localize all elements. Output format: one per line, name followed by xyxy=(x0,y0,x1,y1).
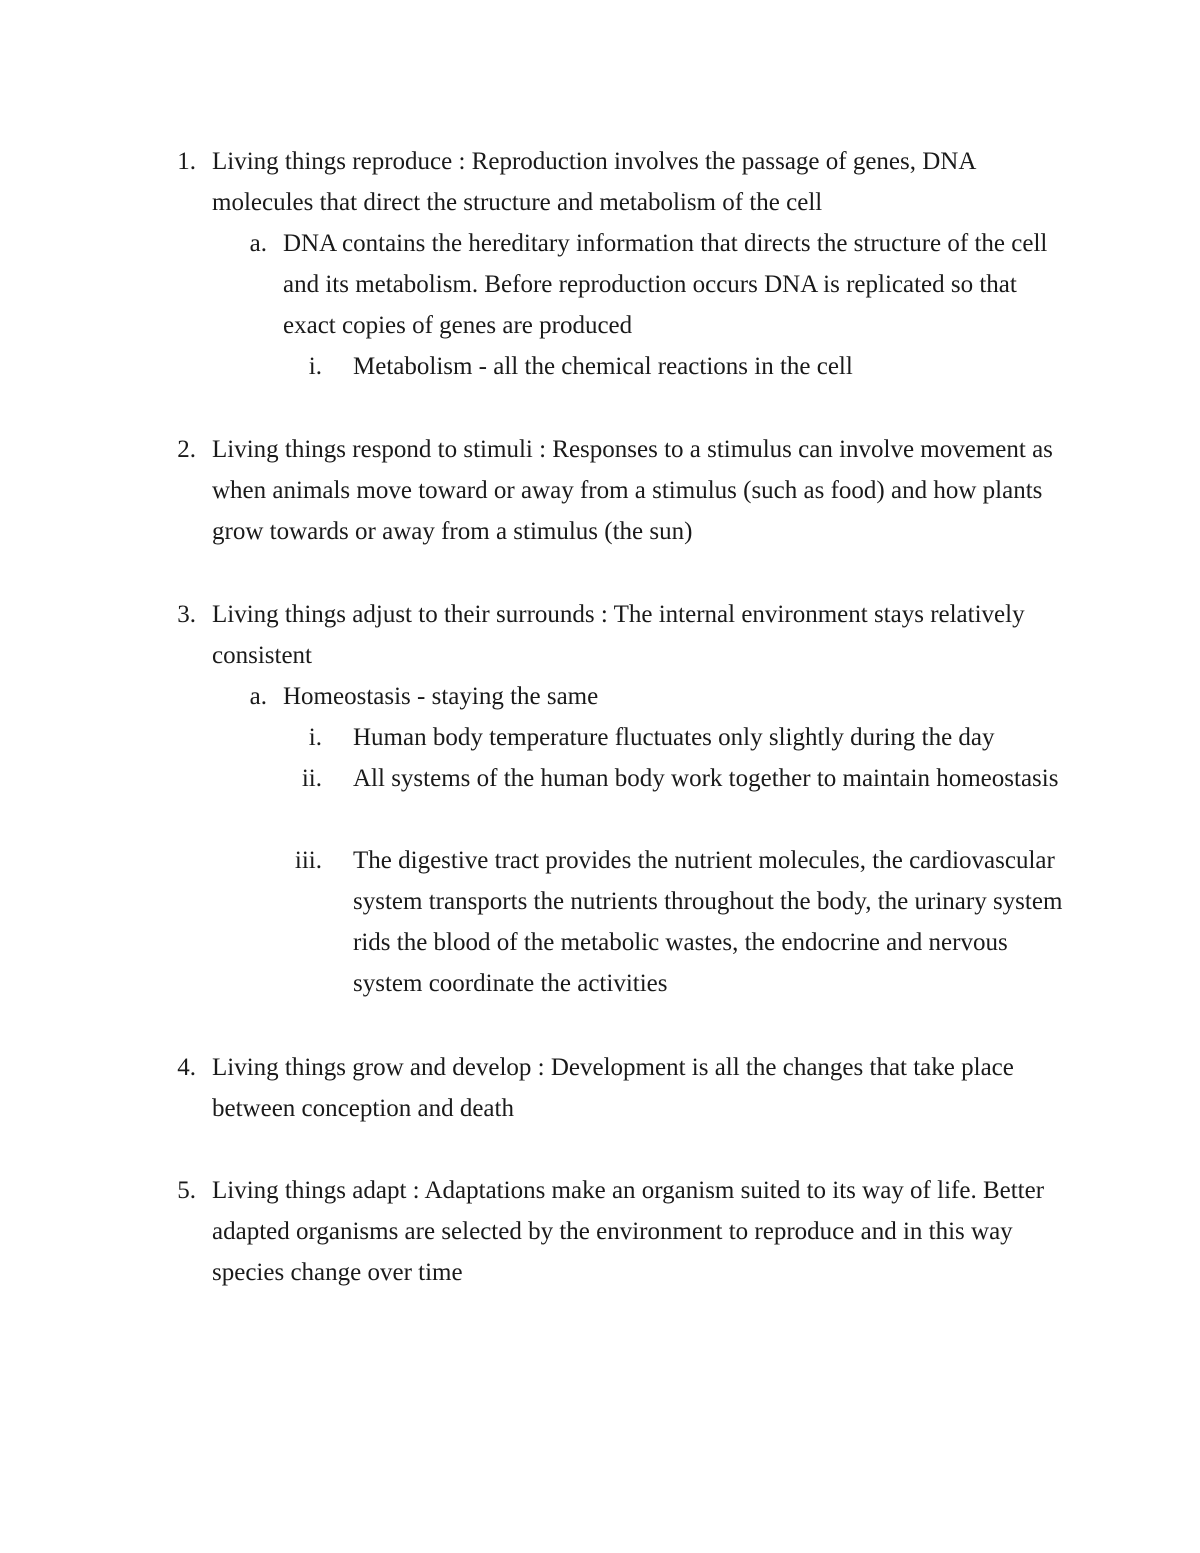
list-item-3a-text: Homeostasis - staying the same xyxy=(283,683,599,710)
list-number-2: 2. xyxy=(177,436,196,463)
list-item-3a-ii-text: All systems of the human body work together to maintain homeostasis xyxy=(353,765,1059,792)
list-number-5: 5. xyxy=(177,1177,196,1204)
list-roman-3a-i: i. xyxy=(308,724,322,751)
list-item-1a-text: DNA contains the hereditary information that directs the structure of the cell and its metabolism. Before reproduction occurs DNA is replicated so that exact copies of genes are produced xyxy=(283,230,1048,339)
list-roman-3a-ii: ii. xyxy=(301,765,322,792)
list-item-2-text: Living things respond to stimuli : Responses to a stimulus can involve movement as when animals move toward or away from a stimulus (such as food) and how plants grow towards or away from a stimulus (the sun) xyxy=(212,436,1053,545)
list-number-4: 4. xyxy=(177,1054,196,1081)
list-number-3: 3. xyxy=(177,601,196,628)
list-item-5-text: Living things adapt : Adaptations make an organism suited to its way of life. Better adapted organisms are selected by the environment to reproduce and in this way species change over time xyxy=(212,1177,1045,1286)
list-item-3a-i-text: Human body temperature fluctuates only slightly during the day xyxy=(353,724,995,751)
list-item-3-text: Living things adjust to their surrounds : The internal environment stays relatively consistent xyxy=(212,601,1025,669)
list-item-1-text: Living things reproduce : Reproduction involves the passage of genes, DNA molecules that direct the structure and metabolism of the cell xyxy=(212,148,976,216)
list-item-1a-i-text: Metabolism - all the chemical reactions in the cell xyxy=(353,353,853,380)
list-letter-3a: a. xyxy=(249,683,267,710)
list-number-1: 1. xyxy=(177,148,196,175)
list-roman-1a-i: i. xyxy=(308,353,322,380)
list-item-4-text: Living things grow and develop : Development is all the changes that take place between conception and death xyxy=(212,1054,1014,1122)
list-roman-3a-iii: iii. xyxy=(294,847,322,874)
list-letter-1a: a. xyxy=(249,230,267,257)
list-item-3a-iii-text: The digestive tract provides the nutrient molecules, the cardiovascular system transports the nutrients throughout the body, the urinary system rids the blood of the metabolic wastes, the endocrine and nervous system coordinate the activities xyxy=(353,847,1063,997)
